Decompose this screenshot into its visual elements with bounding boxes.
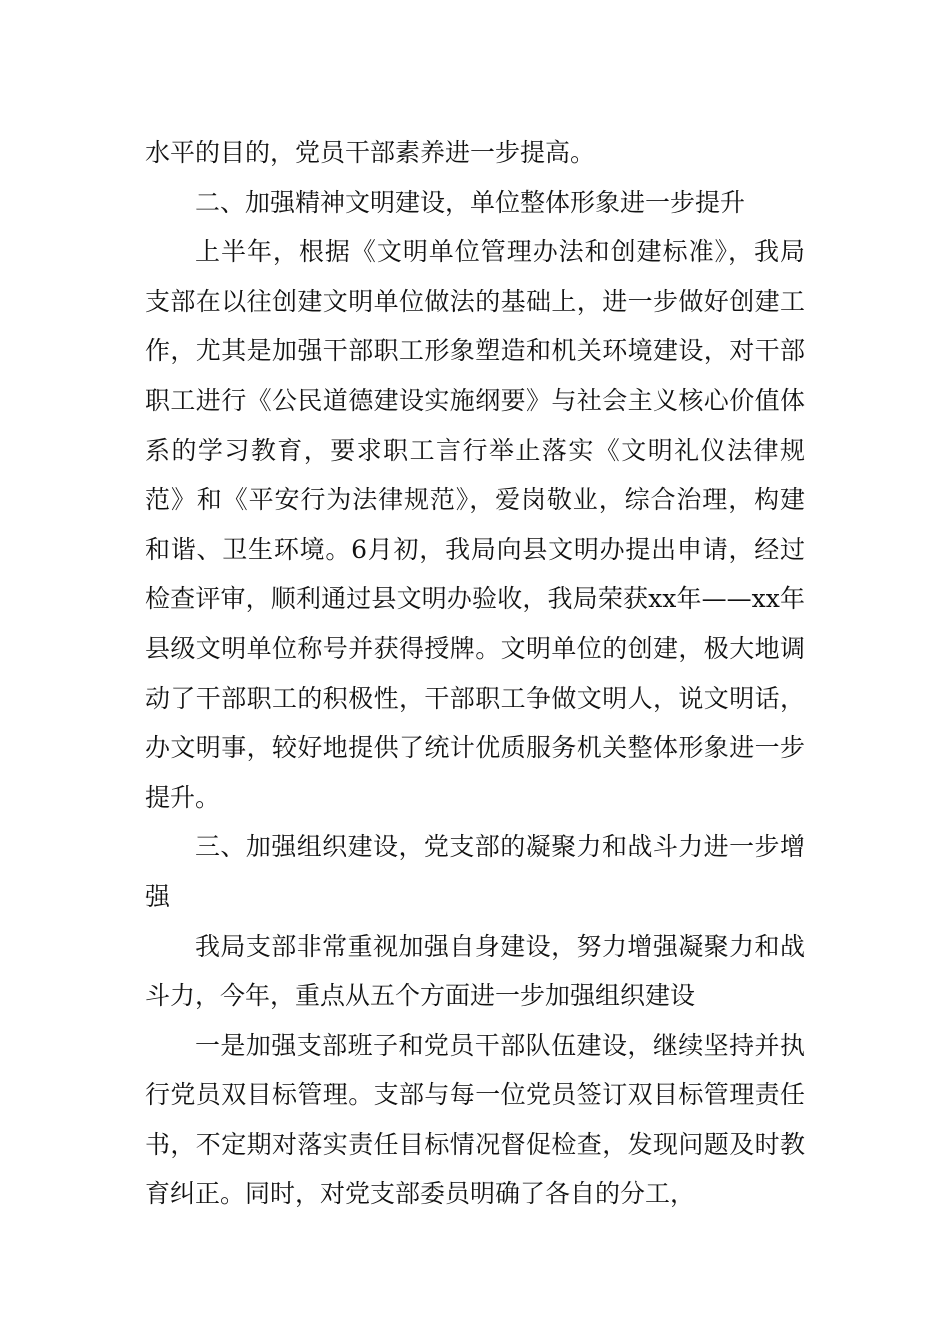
section-heading-2: 二、加强精神文明建设，单位整体形象进一步提升: [195, 187, 746, 217]
document-page: [145, 128, 805, 1219]
paragraph-organization: 我局支部非常重视加强自身建设，努力增强凝聚力和战斗力，今年，重点从五个方面进一步加强组织建设: [145, 931, 805, 1011]
section-heading-3: 三、加强组织建设，党支部的凝聚力和战斗力进一步增强: [145, 832, 805, 911]
paragraph-civilization: 上半年，根据《文明单位管理办法和创建标准》，我局支部在以往创建文明单位做法的基础上，进一步做好创建工作，尤其是加强干部职工形象塑造和机关环境建设，对干部职工进行《公民道德建设实施纲要》与社会主义核心价值体系的学习教育，要求职工言行举止落实《文明礼仪法律规范》和《平安行为法律规范》，爱岗敬业，综合治理，构建和谐、卫生环境。6月初，我局向县文明办提出申请，经过检查评审，顺利通过县文明办验收，我局荣获xx年——xx年县级文明单位称号并获得授牌。文明单位的创建，极大地调动了干部职工的积极性，干部职工争做文明人，说文明话，办文明事，较好地提供了统计优质服务机关整体形象进一步提升。: [145, 237, 805, 812]
paragraph-continuation: 水平的目的，党员干部素养进一步提高。: [145, 138, 596, 167]
paragraph-first-point: 一是加强支部班子和党员干部队伍建设，继续坚持并执行党员双目标管理。支部与每一位党员签订双目标管理责任书，不定期对落实责任目标情况督促检查，发现问题及时教育纠正。同时，对党支部委员明确了各自的分工，: [145, 1030, 805, 1209]
